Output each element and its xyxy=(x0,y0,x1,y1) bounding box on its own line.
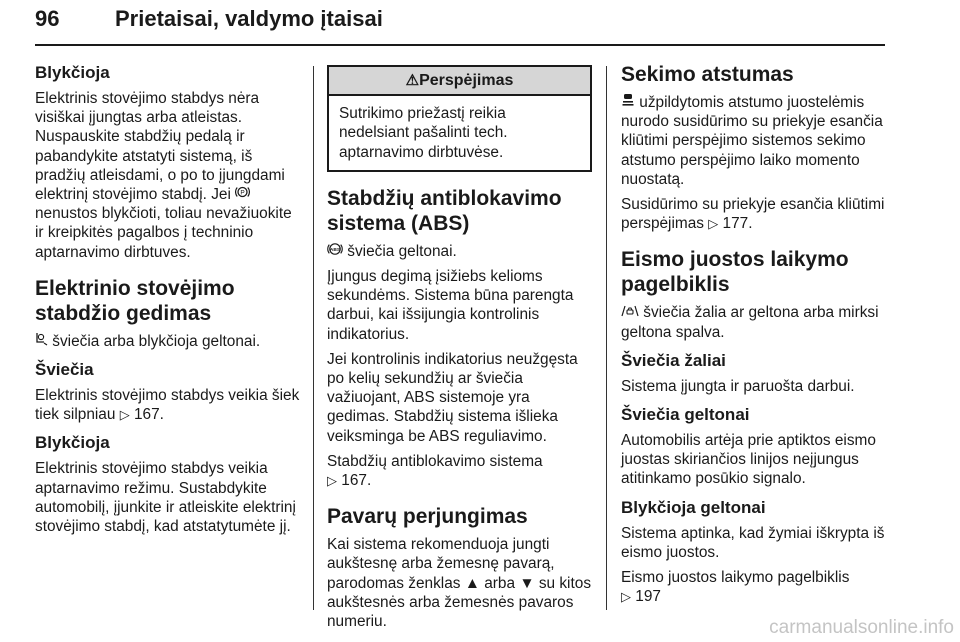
page-reference-link[interactable]: 167. xyxy=(341,472,372,490)
section-title: Stabdžių antiblokavimo sistema (ABS) xyxy=(327,186,562,235)
page-reference-link[interactable]: 167. xyxy=(133,406,164,424)
paragraph: Elektrinis stovėjimo stabdys veikia šiek tiek silpniau ▷ 167. xyxy=(35,387,300,424)
page-header xyxy=(35,2,885,44)
parking-brake-icon xyxy=(235,185,250,201)
header-rule xyxy=(35,44,885,46)
paragraph: Kai sistema rekomenduoja jungti aukštesnę arba žemesnę pavarą, parodomas ženklas ▲ arba ▼ su kitos aukštesnės arba žemesnės pavaros numeriu. xyxy=(327,536,592,631)
section-title: Eismo juostos laikymo pagelbiklis xyxy=(621,248,849,297)
paragraph: Susidūrimo su priekyje esančia kliūtimi perspėjimas ▷ 177. xyxy=(621,196,885,233)
section-heading: Blykčioja xyxy=(35,63,110,82)
chapter-title: Prietaisai, valdymo įtaisai xyxy=(115,6,383,31)
paragraph: Automobilis artėja prie aptiktos eismo juostas skiriančios linijos neįjungus atitinkamo posūkio signalo. xyxy=(621,432,876,488)
warning-body: Sutrikimo priežastį reikia nedelsiant pašalinti tech. aptarnavimo dirbtuvėse. xyxy=(339,105,508,161)
column-separator xyxy=(313,66,314,610)
column-left xyxy=(35,62,300,542)
page-reference-link[interactable]: 177. xyxy=(722,215,753,233)
svg-text:ABS: ABS xyxy=(329,247,341,253)
lane-keep-icon xyxy=(621,304,639,319)
ref-arrow-icon: ▷ xyxy=(119,407,130,423)
paragraph: ABS šviečia geltonai. xyxy=(327,242,592,261)
paragraph: Stabdžių antiblokavimo sistema ▷ 167. xyxy=(327,452,543,490)
section-heading: Šviečia xyxy=(35,360,94,380)
watermark: carmanualsonline.info xyxy=(769,617,954,638)
vehicle-ahead-icon xyxy=(621,93,635,109)
section-heading: Šviečia žaliai xyxy=(621,350,726,370)
warning-header: ⚠Perspėjimas xyxy=(329,67,590,96)
section-title: Pavarų perjungimas xyxy=(327,505,528,529)
paragraph: šviečia žalia ar geltona arba mirksi geltona spalva. xyxy=(621,304,879,341)
paragraph: Įjungus degimą įsižiebs kelioms sekundėms. Sistema būna parengta darbui, kai išsijungia kontrolinis indikatorius. xyxy=(327,268,574,343)
column-middle xyxy=(327,62,592,637)
paragraph: Sistema aptinka, kad žymiai iškrypta iš eismo juostos. xyxy=(621,524,885,561)
ref-arrow-icon: ▷ xyxy=(708,216,719,232)
paragraph: Sistema įjungta ir paruošta darbui. xyxy=(621,377,855,395)
column-right xyxy=(621,62,887,612)
warning-box xyxy=(327,65,592,172)
paragraph: Elektrinis stovėjimo stabdys veikia aptarnavimo režimu. Sustabdykite automobilį, įjunkite ir atleiskite elektrinį stovėjimo stabdį, kad atstatytumėte jį. xyxy=(35,460,296,536)
page-number: 96 xyxy=(35,6,60,31)
section-heading: Šviečia geltonai xyxy=(621,405,750,425)
section-title: Sekimo atstumas xyxy=(621,63,794,86)
warning-triangle-icon: ⚠ xyxy=(405,72,420,89)
paragraph: užpildytomis atstumo juostelėmis nurodo susidūrimo su priekyje esančia kliūtimi perspėjimo sistemos sekimo atstumo perspėjimo laiko momento nuostatą. xyxy=(621,94,883,188)
paragraph: Eismo juostos laikymo pagelbiklis ▷ 197 xyxy=(621,569,850,606)
section-heading: Blykčioja geltonai xyxy=(621,497,766,517)
column-separator xyxy=(606,66,607,610)
paragraph: šviečia arba blykčioja geltonai. xyxy=(35,332,300,351)
svg-text:P: P xyxy=(240,189,245,197)
ref-arrow-icon: ▷ xyxy=(327,473,337,489)
ref-arrow-icon: ▷ xyxy=(621,589,631,605)
page-reference-link[interactable]: 197 xyxy=(635,588,661,606)
paragraph: Jei kontrolinis indikatorius neužgęsta po kelių sekundžių ar šviečia važiuojant, ABS sistemoje yra gedimas. Stabdžių sistema išlieka veiksminga be ABS reguliavimo. xyxy=(327,350,578,445)
section-title: Elektrinio stovėjimo stabdžio gedimas xyxy=(35,276,235,325)
section-heading: Blykčioja xyxy=(35,433,110,453)
paragraph: Elektrinis stovėjimo stabdys nėra visiškai įjungtas arba atleistas. Nuspauskite stabdžių pedalą ir pabandykite atstatyti sistemą, iš pradžių atleisdami, o po to įjungdami elektrinį stovėjimo stabdį. Jei P nenustos blykčioti, toliau nevažiuokite ir kreipkitės pagalbos į techninio aptarnavimo dirbtuves. xyxy=(35,90,292,261)
abs-icon xyxy=(327,242,343,258)
epb-fault-icon xyxy=(35,332,48,348)
